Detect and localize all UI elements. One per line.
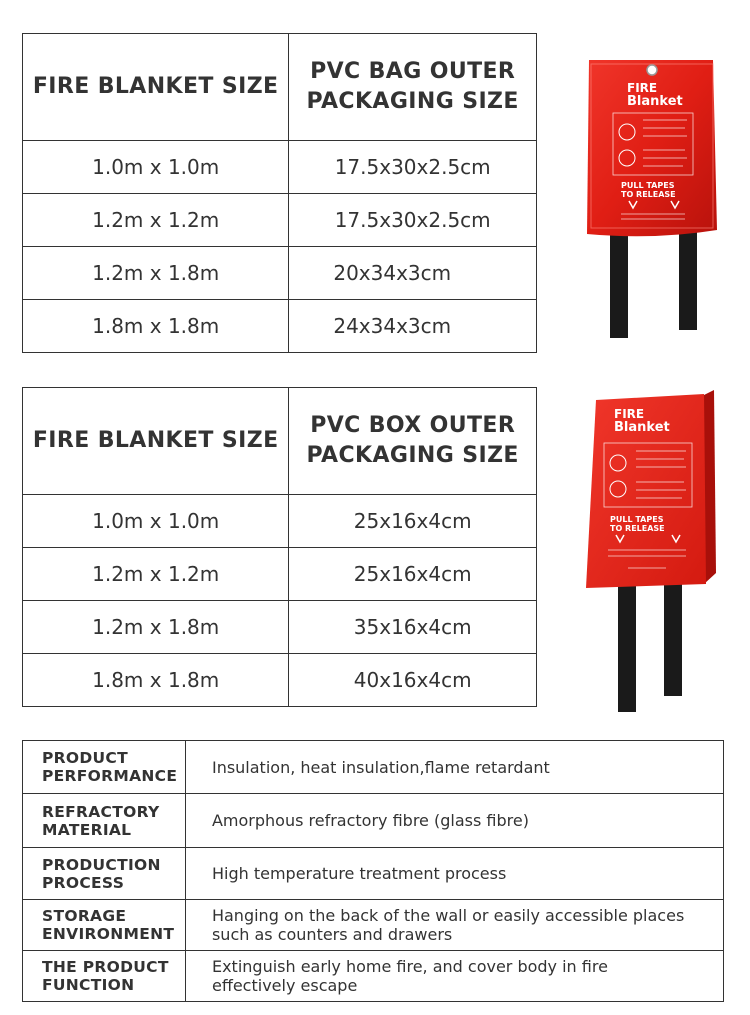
spec-value: Hanging on the back of the wall or easily accessible places such as counters and drawers [185, 900, 723, 951]
hang-hole [647, 65, 657, 75]
fire-blanket-box-image [582, 388, 722, 718]
spec-key: PRODUCTION PROCESS [23, 848, 186, 900]
packaging-cell: 25x16x4cm [289, 495, 537, 548]
header-fire-blanket-size: FIRE BLANKET SIZE [23, 388, 289, 495]
bag-size-table [22, 33, 537, 353]
table-row [23, 300, 537, 353]
size-cell: 1.0m x 1.0m [23, 495, 289, 548]
bag-label-blanket: Blanket [627, 94, 683, 109]
table-row [23, 141, 537, 194]
size-cell: 1.8m x 1.8m [23, 300, 289, 353]
table-row [23, 601, 537, 654]
table-row [23, 654, 537, 707]
packaging-cell: 40x16x4cm [289, 654, 537, 707]
strap-left [610, 230, 628, 338]
spec-key: STORAGE ENVIRONMENT [23, 900, 186, 951]
product-spec-table [22, 740, 724, 1002]
packaging-cell: 20x34x3cm [289, 247, 537, 300]
table-row [23, 495, 537, 548]
spec-value: High temperature treatment process [185, 848, 723, 900]
size-cell: 1.2m x 1.8m [23, 601, 289, 654]
size-cell: 1.8m x 1.8m [23, 654, 289, 707]
spec-row-process [23, 848, 724, 900]
size-cell: 1.2m x 1.2m [23, 194, 289, 247]
packaging-cell: 17.5x30x2.5cm [289, 194, 537, 247]
spec-key: REFRACTORY MATERIAL [23, 794, 186, 848]
spec-row-performance [23, 741, 724, 794]
spec-row-storage [23, 900, 724, 951]
box-label-blanket: Blanket [614, 420, 670, 435]
bag-label-fire: FIRE [627, 81, 658, 95]
box-size-table [22, 387, 537, 707]
bag-label-pull: PULL TAPES [621, 181, 675, 190]
fire-blanket-bag-image [585, 58, 720, 348]
table-header-row [23, 34, 537, 141]
spec-row-function [23, 951, 724, 1002]
bag-label-release: TO RELEASE [621, 190, 676, 199]
table-row [23, 548, 537, 601]
size-cell: 1.2m x 1.2m [23, 548, 289, 601]
spec-key: THE PRODUCT FUNCTION [23, 951, 186, 1002]
size-cell: 1.2m x 1.8m [23, 247, 289, 300]
size-cell: 1.0m x 1.0m [23, 141, 289, 194]
spec-key: PRODUCT PERFORMANCE [23, 741, 186, 794]
spec-value: Insulation, heat insulation,flame retardant [185, 741, 723, 794]
header-fire-blanket-size: FIRE BLANKET SIZE [23, 34, 289, 141]
packaging-cell: 24x34x3cm [289, 300, 537, 353]
header-box-packaging-size: PVC BOX OUTER PACKAGING SIZE [289, 388, 537, 495]
strap-right [664, 578, 682, 696]
packaging-cell: 35x16x4cm [289, 601, 537, 654]
table-row [23, 194, 537, 247]
spec-value: Extinguish early home fire, and cover body in fire effectively escape [185, 951, 723, 1002]
header-bag-packaging-size: PVC BAG OUTER PACKAGING SIZE [289, 34, 537, 141]
packaging-cell: 25x16x4cm [289, 548, 537, 601]
table-header-row [23, 388, 537, 495]
table-row [23, 247, 537, 300]
box-label-pull: PULL TAPES [610, 515, 664, 524]
box-label-fire: FIRE [614, 407, 645, 421]
strap-right [679, 230, 697, 330]
strap-left [618, 578, 636, 712]
packaging-cell: 17.5x30x2.5cm [289, 141, 537, 194]
spec-value: Amorphous refractory fibre (glass fibre) [185, 794, 723, 848]
spec-row-material [23, 794, 724, 848]
box-label-release: TO RELEASE [610, 524, 665, 533]
